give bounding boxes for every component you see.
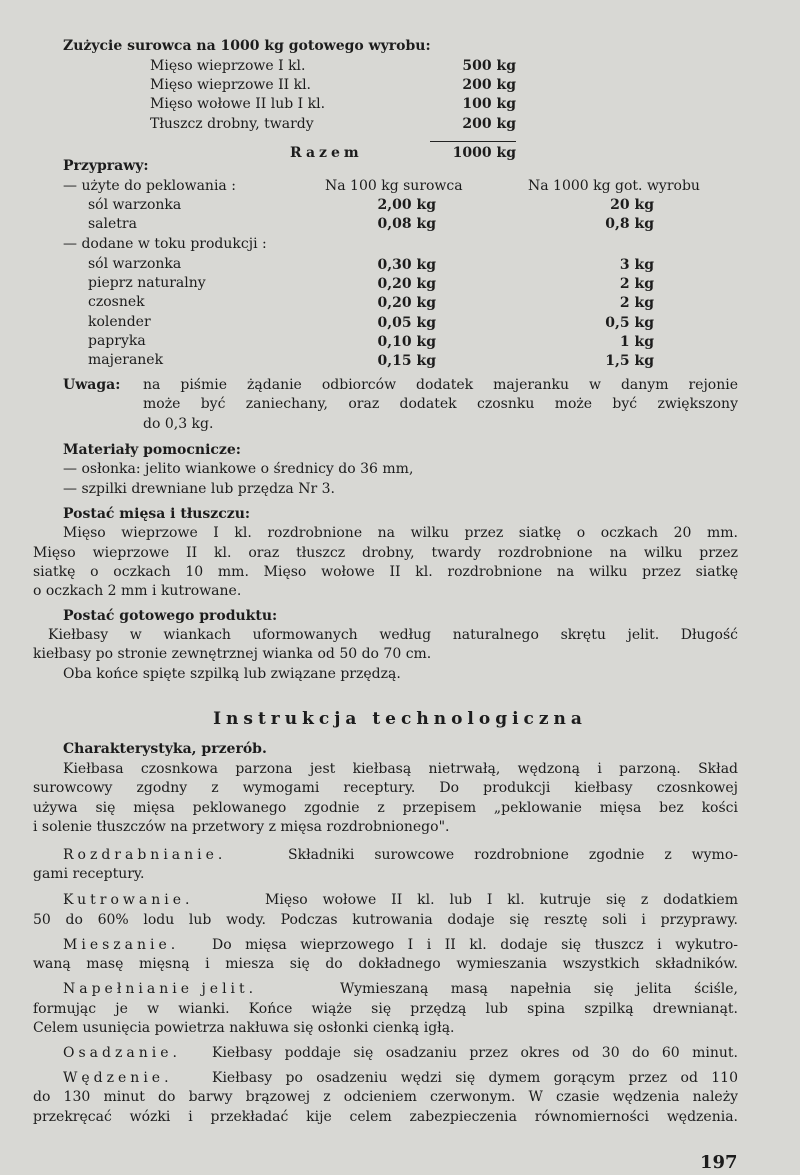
- spice-name: kolender: [88, 314, 151, 330]
- col1-header: Na 100 kg surowca: [325, 178, 463, 194]
- spice-per1000: 3 kg: [619, 257, 654, 273]
- raw-item-amount: 500 kg: [462, 58, 516, 74]
- step-term: Mieszanie.: [63, 937, 180, 953]
- step-term: Wędzenie.: [63, 1070, 173, 1086]
- step-line: Mięso wołowe II kl. lub I kl. kutruje się z dodatkiem: [265, 892, 738, 908]
- spice-per100: 0,20 kg: [377, 295, 436, 311]
- meat-form-line: siatkę o oczkach 10 mm. Mięso wołowe II kl. rozdrobnione na wilku przez siatkę: [33, 564, 738, 580]
- step-term: Napełnianie jelit.: [63, 981, 258, 997]
- page-number: 197: [700, 1152, 738, 1173]
- char-line: i solenie tłuszczów na przetwory z mięsa rozdrobnionego".: [33, 819, 450, 835]
- char-line: używa się mięsa peklowanego zgodnie z przepisem „peklowanie mięsa bez kości: [33, 800, 738, 816]
- note-line: może być zaniechany, oraz dodatek czosnku może być zwiększony: [143, 396, 738, 412]
- step-line: do 130 minut do barwy brązowej z odcieniem czerwonym. W czasie wędzenia należy: [33, 1089, 738, 1105]
- product-form-line: Kiełbasy w wiankach uformowanych według naturalnego skrętu jelit. Długość: [48, 627, 738, 643]
- spice-name: czosnek: [88, 294, 145, 310]
- raw-materials-heading: Zużycie surowca na 1000 kg gotowego wyrobu:: [63, 38, 431, 54]
- raw-item-name: Mięso wieprzowe I kl.: [150, 58, 306, 74]
- section-title: Instrukcja technologiczna: [213, 709, 587, 729]
- raw-item-name: Mięso wołowe II lub I kl.: [150, 96, 326, 112]
- spice-per1000: 2 kg: [619, 295, 654, 311]
- spice-per100: 0,08 kg: [377, 216, 436, 232]
- step-line: waną masę mięsną i miesza się do dokładnego wymieszania wszystkich składników.: [33, 956, 738, 972]
- spice-per1000: 0,8 kg: [605, 216, 654, 232]
- spice-per1000: 1,5 kg: [605, 353, 654, 369]
- step-term: Osadzanie.: [63, 1045, 181, 1061]
- spice-per1000: 0,5 kg: [605, 315, 654, 331]
- step-term: Rozdrabnianie.: [63, 847, 227, 863]
- spice-per100: 2,00 kg: [377, 197, 436, 213]
- total-amount: 1000 kg: [452, 145, 516, 161]
- sum-rule: [430, 141, 516, 142]
- spice-per100: 0,30 kg: [377, 257, 436, 273]
- char-line: Kiełbasa czosnkowa parzona jest kiełbasą nietrwałą, wędzoną i parzoną. Skład: [63, 761, 738, 777]
- note-line: do 0,3 kg.: [143, 416, 214, 432]
- raw-item-name: Tłuszcz drobny, twardy: [150, 116, 314, 132]
- step-line: gami receptury.: [33, 866, 145, 882]
- spice-name: sól warzonka: [88, 256, 182, 272]
- meat-form-line: o oczkach 2 mm i kutrowane.: [33, 583, 242, 599]
- raw-item-name: Mięso wieprzowe II kl.: [150, 77, 312, 93]
- col2-header: Na 1000 kg got. wyrobu: [528, 178, 700, 194]
- aux-line: — osłonka: jelito wiankowe o średnicy do 36 mm,: [63, 461, 414, 477]
- step-line: przekręcać wózki i przekładać kije celem zabezpieczenia równomierności wędzenia.: [33, 1109, 738, 1125]
- spice-name: sól warzonka: [88, 197, 182, 213]
- step-line: formując je w wianki. Końce wiąże się przędzą lub spina szpilką drewnianąt.: [33, 1001, 738, 1017]
- production-label: — dodane w toku produkcji :: [63, 236, 267, 252]
- step-term: Kutrowanie.: [63, 892, 194, 908]
- raw-item-amount: 200 kg: [462, 77, 516, 93]
- spice-per1000: 20 kg: [610, 197, 654, 213]
- curing-label: — użyte do peklowania :: [63, 178, 236, 194]
- char-heading: Charakterystyka, przerób.: [63, 741, 267, 757]
- step-line: 50 do 60% lodu lub wody. Podczas kutrowania dodaje się resztę soli i przyprawy.: [33, 912, 738, 928]
- spice-name: pieprz naturalny: [88, 275, 206, 291]
- meat-form-line: Mięso wieprzowe II kl. oraz tłuszcz drobny, twardy rozdrobnione na wilku przez: [33, 545, 738, 561]
- spice-name: majeranek: [88, 352, 164, 368]
- note-line: na piśmie żądanie odbiorców dodatek majeranku w danym rejonie: [143, 377, 738, 393]
- note-label: Uwaga:: [63, 377, 121, 393]
- step-line: Do mięsa wieprzowego I i II kl. dodaje się tłuszcz i wykutro-: [212, 937, 738, 953]
- char-line: surowcowy zgodny z wymogami receptury. Do produkcji kiełbasy czosnkowej: [33, 780, 738, 796]
- product-form-line: Oba końce spięte szpilką lub związane przędzą.: [63, 666, 401, 682]
- step-line: Kiełbasy po osadzeniu wędzi się dymem gorącym przez od 110: [212, 1070, 738, 1086]
- meat-form-heading: Postać mięsa i tłuszczu:: [63, 506, 251, 522]
- step-line: Wymieszaną masą napełnia się jelita ściśle,: [340, 981, 738, 997]
- raw-item-amount: 200 kg: [462, 116, 516, 132]
- spice-per100: 0,15 kg: [377, 353, 436, 369]
- step-line: Kiełbasy poddaje się osadzaniu przez okres od 30 do 60 minut.: [212, 1045, 738, 1061]
- spice-per100: 0,20 kg: [377, 276, 436, 292]
- product-form-line: kiełbasy po stronie zewnętrznej wianka od 50 do 70 cm.: [33, 646, 432, 662]
- aux-heading: Materiały pomocnicze:: [63, 442, 241, 458]
- spice-per100: 0,05 kg: [377, 315, 436, 331]
- meat-form-line: Mięso wieprzowe I kl. rozdrobnione na wilku przez siatkę o oczkach 20 mm.: [63, 525, 738, 541]
- spice-name: papryka: [88, 333, 146, 349]
- spice-per1000: 2 kg: [619, 276, 654, 292]
- product-form-heading: Postać gotowego produktu:: [63, 608, 278, 624]
- step-line: Składniki surowcowe rozdrobnione zgodnie z wymo-: [288, 847, 738, 863]
- total-label: Razem: [290, 145, 363, 161]
- spices-heading: Przyprawy:: [63, 158, 149, 174]
- spice-per100: 0,10 kg: [377, 334, 436, 350]
- raw-item-amount: 100 kg: [462, 96, 516, 112]
- step-line: Celem usunięcia powietrza nakłuwa się osłonki cienką igłą.: [33, 1020, 455, 1036]
- aux-line: — szpilki drewniane lub przędza Nr 3.: [63, 481, 335, 497]
- spice-name: saletra: [88, 216, 137, 232]
- spice-per1000: 1 kg: [619, 334, 654, 350]
